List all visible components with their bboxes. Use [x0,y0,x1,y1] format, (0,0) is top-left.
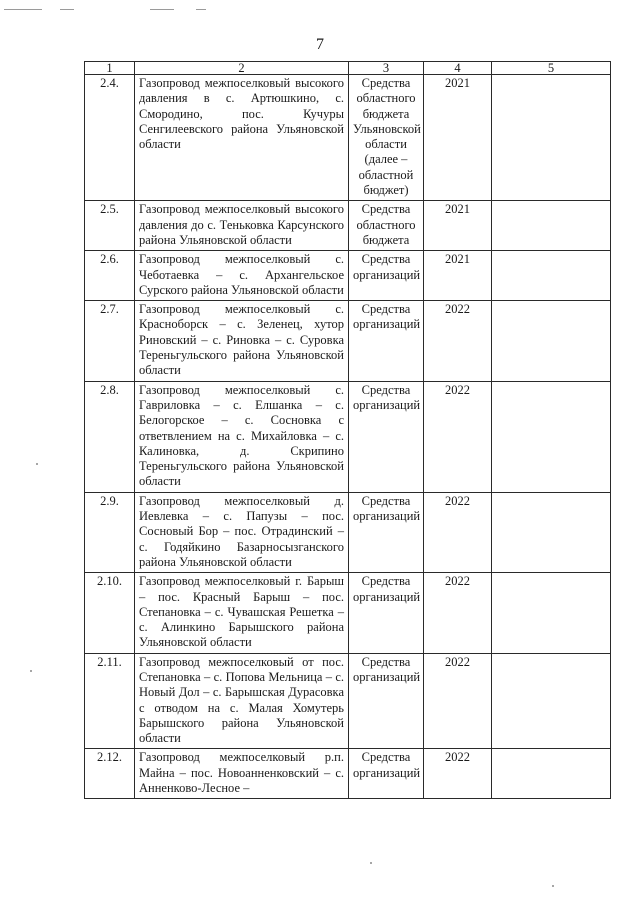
header-col-4: 4 [424,62,492,75]
header-col-5: 5 [492,62,611,75]
funding-source: Средства организаций [349,492,424,572]
table-row [85,492,611,572]
note [492,201,611,251]
row-number: 2.12. [85,749,135,799]
scan-artifact [150,9,174,10]
funding-source: Средства организаций [349,381,424,492]
table-row [85,301,611,381]
pipeline-name: Газопровод межпоселковый г. Барыш – пос. Красный Барыш – пос. Степановка – с. Чувашская Решетка – с. Алинкино Барышского района Ульяновской области [135,573,349,653]
table-row [85,381,611,492]
row-number: 2.11. [85,653,135,749]
pipeline-name: Газопровод межпоселковый от пос. Степановка – с. Попова Мельница – с. Новый Дол – с. Барышская Дурасовка с отводом на с. Малая Хомутерь Барышского района Ульяновской области [135,653,349,749]
table-row [85,201,611,251]
note [492,381,611,492]
table-row [85,653,611,749]
table-row [85,749,611,799]
year: 2021 [424,251,492,301]
note [492,251,611,301]
table-row [85,251,611,301]
funding-source: Средства организаций [349,573,424,653]
note [492,492,611,572]
pipeline-name: Газопровод межпоселковый высокого давления до с. Теньковка Карсунского района Ульяновской области [135,201,349,251]
header-row [85,62,611,75]
row-number: 2.6. [85,251,135,301]
row-number: 2.7. [85,301,135,381]
table-body [85,75,611,799]
header-col-3: 3 [349,62,424,75]
year: 2021 [424,201,492,251]
year: 2022 [424,653,492,749]
note [492,75,611,201]
row-number: 2.10. [85,573,135,653]
note [492,749,611,799]
year: 2022 [424,749,492,799]
pipeline-name: Газопровод межпоселковый с. Красноборск – с. Зеленец, хутор Риновский – с. Риновка – с. Суровка Тереньгульского района Ульяновской области [135,301,349,381]
scan-artifact [370,862,372,864]
funding-source: Средства областного бюджета [349,201,424,251]
scan-artifact [4,9,42,10]
scan-artifact [30,670,32,672]
funding-source: Средства организаций [349,653,424,749]
pipeline-name: Газопровод межпоселковый высокого давления в с. Артюшкино, с. Смородино, пос. Кучуры Сенгилеевского района Ульяновской области [135,75,349,201]
year: 2022 [424,381,492,492]
year: 2021 [424,75,492,201]
funding-source: Средства организаций [349,749,424,799]
funding-source: Средства организаций [349,301,424,381]
pipeline-name: Газопровод межпоселковый с. Чеботаевка – с. Архангельское Сурского района Ульяновской области [135,251,349,301]
row-number: 2.8. [85,381,135,492]
scan-artifact [196,9,206,10]
pipeline-name: Газопровод межпоселковый с. Гавриловка – с. Елшанка – с. Белогорское – с. Сосновка с ответвлением на с. Михайловка – с. Калиновка, д. Скрипино Тереньгульского района Ульяновской области [135,381,349,492]
row-number: 2.4. [85,75,135,201]
funding-source: Средства организаций [349,251,424,301]
note [492,653,611,749]
pipeline-name: Газопровод межпоселковый д. Иевлевка – с. Папузы – пос. Сосновый Бор – пос. Отрадинский – с. Годяйкино Базарносызганского района Ульяновской области [135,492,349,572]
page-number: 7 [316,36,324,53]
year: 2022 [424,301,492,381]
year: 2022 [424,492,492,572]
note [492,301,611,381]
scan-artifact [60,9,74,10]
table-header [85,62,611,75]
scan-artifact [552,885,554,887]
year: 2022 [424,573,492,653]
table-row [85,573,611,653]
header-col-2: 2 [135,62,349,75]
note [492,573,611,653]
row-number: 2.9. [85,492,135,572]
pipeline-name: Газопровод межпоселковый р.п. Майна – пос. Новоанненковский – с. Анненково-Лесное – [135,749,349,799]
table-row [85,75,611,201]
data-table [84,61,611,799]
row-number: 2.5. [85,201,135,251]
funding-source: Средства областного бюджета Ульяновской области (далее – областной бюджет) [349,75,424,201]
header-col-1: 1 [85,62,135,75]
scan-artifact [36,463,38,465]
